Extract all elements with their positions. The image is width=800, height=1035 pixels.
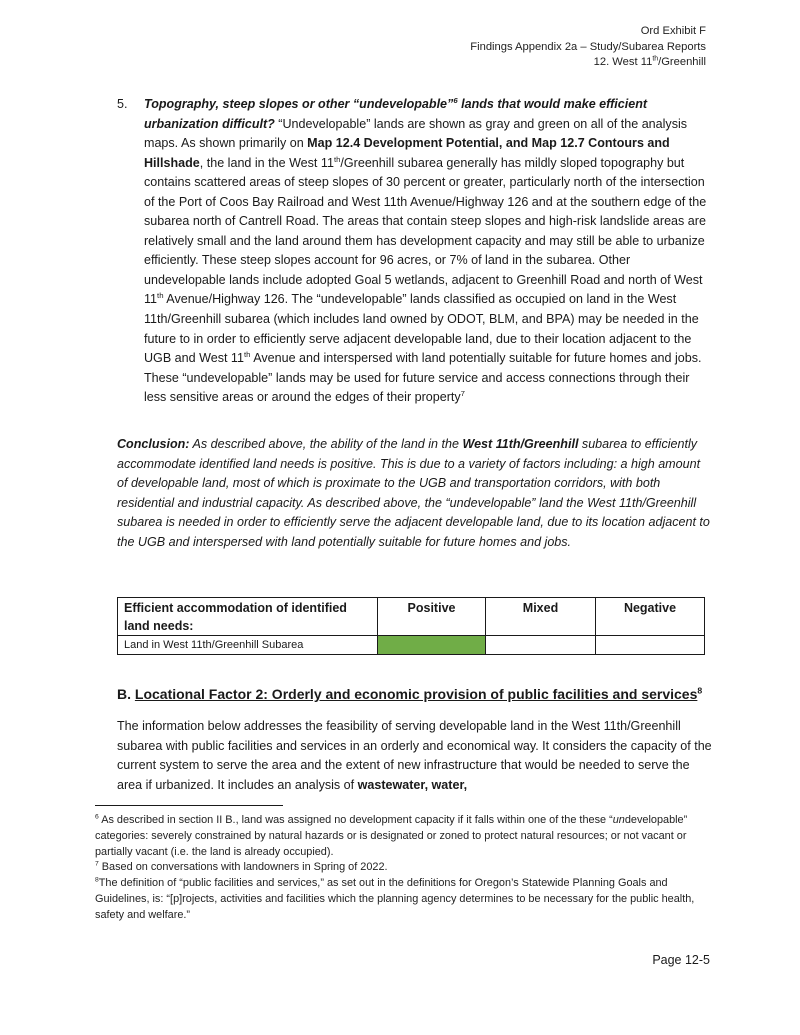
list-number: 5. [117, 97, 128, 111]
accommodation-rating-table [117, 597, 705, 655]
rating-cell-positive [378, 636, 486, 655]
conclusion-label: Conclusion: [117, 437, 190, 451]
footnote-6: $^6$ As described in section II B., land was assigned no development capacity if it falls within one of the these “undevelopable” categories: severely constrained by natural hazards or is designated or zoned to protect natural resources; or not vacant or partially vacant (i.e. the land is already occupied). [95, 813, 688, 858]
item-question: Topography, steep slopes or other “undevelopable”$^6$ lands that would make efficient urbanization difficult? [144, 95, 648, 131]
table-header-negative: Negative [596, 598, 705, 636]
section-intro-paragraph: The information below addresses the feasibility of serving developable land in the West 11th/Greenhill subarea with public facilities and services in an orderly and economical way. It considers the capacity of the current system to serve the area and the extent of new infrastructure that would be needed to serve the area if urbanized. It includes an analysis of wastewater, water, [117, 719, 712, 792]
paragraph: Topography, steep slopes or other “undevelopable”$^6$ lands that would make efficient urbanization difficult? “Undevelopable” lands are shown as gray and green on all of the analysis maps. As shown primarily on Map 12.4 Development Potential, and Map 12.7 Contours and Hillshade, the land in the West 11th/Greenhill subarea generally has mildly sloped topography but contains scattered areas of steep slopes of 30 percent or greater, particularly north of the intersection of the Port of Coos Bay Railroad and West 11th Avenue/Highway 126 and at the southern edge of the subarea north of Cantrell Road. The areas that contain steep slopes and high-risk landslide areas are relatively small and the land around them has development capacity and may still be able to urbanize efficiently. These steep slopes account for 96 acres, or 7% of land in the subarea. Other undevelopable lands include adopted Goal 5 wetlands, adjacent to Greenhill Road and north of West 11th Avenue/Highway 126. The “undevelopable” lands classified as occupied on land in the West 11th/Greenhill subarea (which includes land owned by ODOT, BLM, and BPA) may be needed in the future to in order to efficiently serve adjacent developable land, due to their location adjacent to the UGB and West 11th Avenue and interspersed with land potentially suitable for future homes and jobs. These “undevelopable” lands may be used for future service and access connections through their less sensitive areas or around the edges of their property$^7$ [144, 95, 707, 405]
footnote-ref-8[interactable]: 8 [697, 685, 703, 696]
footnote-separator [95, 805, 283, 806]
page-header [470, 24, 706, 71]
section-title: Locational Factor 2: Orderly and economic provision of public facilities and services [134, 686, 698, 702]
section-heading: B. Locational Factor 2: Orderly and economic provision of public facilities and services$^8$ [117, 685, 703, 702]
table-row [118, 636, 705, 655]
conclusion-paragraph: Conclusion: As described above, the ability of the land in the West 11th/Greenhill subarea to efficiently accommodate identified land needs is positive. This is due to a variety of factors including: a high amount of developable land, most of which is proximate to the UGB and transportation corridors, with both residential and industrial capacity. As described above, the “undevelopable” land the West 11th/Greenhill subarea is needed in order to efficiently serve the adjacent developable land, due to its location adjacent to the UGB and interspersed with land potentially suitable for future homes and jobs. [117, 437, 710, 549]
footnote-7: $^7$ Based on conversations with landowners in Spring of 2022. [95, 860, 388, 874]
table-header-criterion: Efficient accommodation of identified land needs: [118, 598, 378, 636]
rating-cell-negative [596, 636, 705, 655]
subarea-name: West 11th/Greenhill [462, 437, 579, 451]
header-appendix: Findings Appendix 2a – Study/Subarea Reports [470, 40, 706, 53]
row-label: Land in West 11th/Greenhill Subarea [118, 636, 378, 655]
footnote-ref-7[interactable]: 7 [460, 389, 465, 399]
header-subarea: 12. West 11th/Greenhill [593, 55, 706, 68]
table-header-mixed: Mixed [486, 598, 596, 636]
footnote-8: $^8$The definition of “public facilities and services,” as set out in the definitions for Oregon’s Statewide Planning Goals and Guidelines, is: “[p]rojects, activities and facilities which the planning agency determines to be necessary for the public health, safety and welfare.” [95, 876, 695, 921]
map-references: Map 12.4 Development Potential, and Map 12.7 Contours and Hillshade [144, 136, 670, 170]
page-number: Page 12-5 [652, 953, 710, 967]
table-header-positive: Positive [378, 598, 486, 636]
footnotes [95, 813, 705, 924]
header-exhibit: Ord Exhibit F [640, 25, 706, 37]
list-item-body [144, 95, 710, 408]
footnote-ref-6[interactable]: 6 [453, 95, 458, 105]
table-header-row [118, 598, 705, 636]
rating-cell-mixed [486, 636, 596, 655]
